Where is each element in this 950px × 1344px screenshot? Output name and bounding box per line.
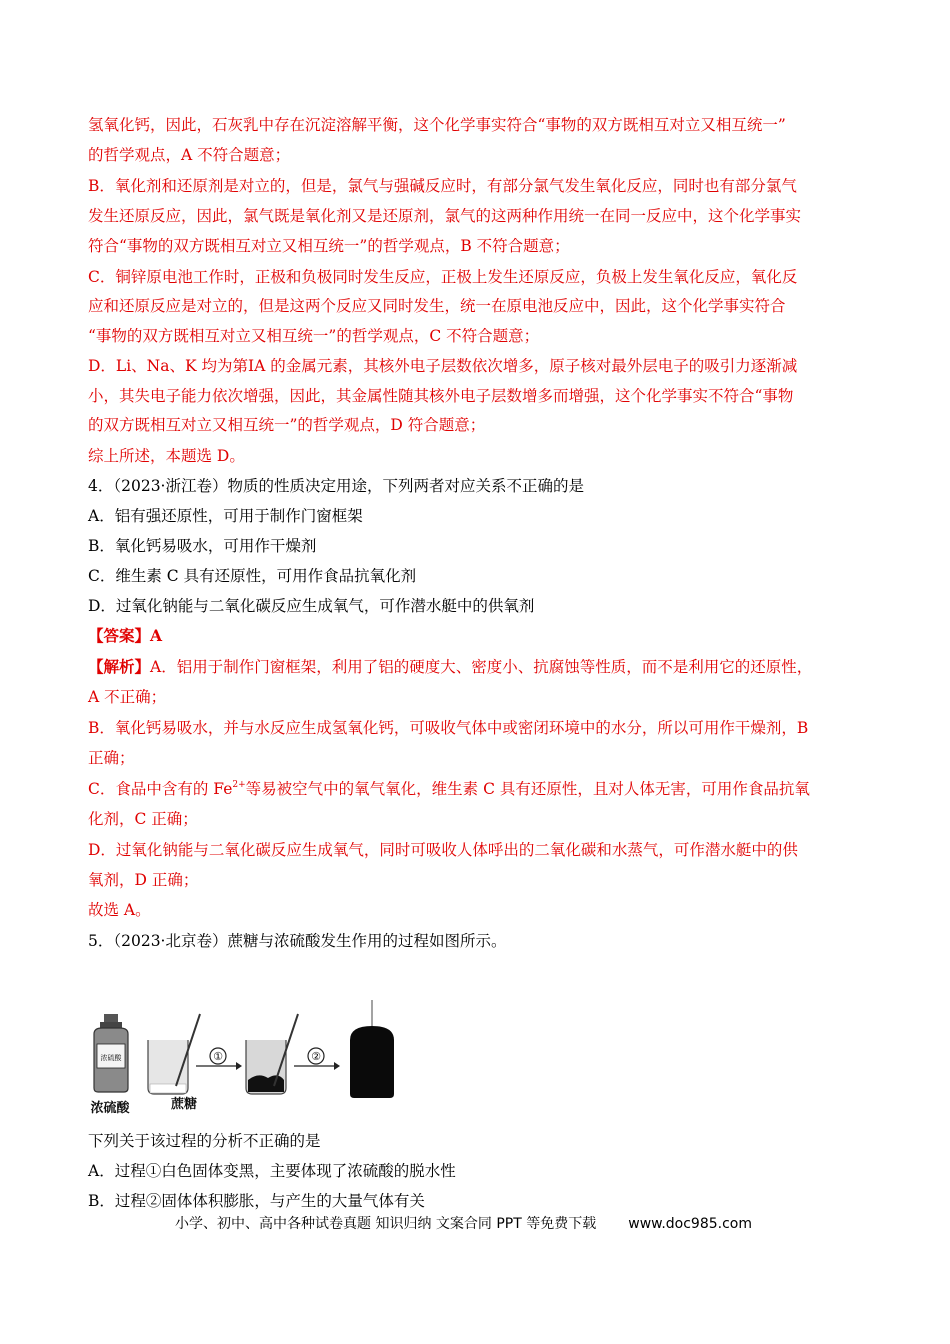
question-5-option-b: B．过程②固体体积膨胀，与产生的大量气体有关 — [88, 1192, 425, 1210]
explanation-conclusion: 综上所述，本题选 D。 — [88, 447, 245, 465]
question-4-explanation-line: B．氧化钙易吸水，并与水反应生成氢氧化钙，可吸收气体中或密闭环境中的水分，所以可用作干燥剂，B — [88, 719, 809, 737]
footer-text: 小学、初中、高中各种试卷真题 知识归纳 文案合同 PPT 等免费下载 — [175, 1216, 597, 1232]
question-4-explanation-line — [88, 657, 870, 677]
explanation-text: C．食品中含有的 Fe — [88, 780, 233, 798]
step-1-label: ① — [213, 1050, 223, 1063]
explanation-line: 应和还原反应是对立的，但是这两个反应又同时发生，统一在原电池反应中，因此，这个化学事实符合 — [88, 297, 786, 315]
explanation-text: 等易被空气中的氧气氧化，维生素 C 具有还原性，且对人体无害，可用作食品抗氧 — [245, 780, 810, 798]
step-2-arrow — [294, 1048, 340, 1070]
question-4-explanation-line: 氧剂，D 正确； — [88, 871, 199, 889]
question-4-explanation-line: 化剂，C 正确； — [88, 810, 198, 828]
question-4-explanation-line: A 不正确； — [88, 688, 167, 706]
experiment-figure — [88, 1000, 428, 1118]
question-4-answer: 【答案】A — [88, 626, 163, 645]
question-4-option-a: A．铝有强还原性，可用于制作门窗框架 — [88, 507, 363, 525]
explanation-line: 发生还原反应，因此，氯气既是氧化剂又是还原剂，氯气的这两种作用统一在同一反应中，这个化学事实 — [88, 207, 802, 225]
explanation-line: B．氧化剂和还原剂是对立的，但是，氯气与强碱反应时，有部分氯气发生氧化反应，同时也有部分氯气 — [88, 177, 797, 195]
explanation-line: “事物的双方既相互对立又相互统一”的哲学观点，C 不符合题意； — [88, 327, 540, 345]
explanation-line: 氢氧化钙，因此，石灰乳中存在沉淀溶解平衡，这个化学事实符合“事物的双方既相互对立又相互统一” — [88, 116, 786, 134]
explanation-line: 小，其失电子能力依次增强，因此，其金属性随其核外电子层数增多而增强，这个化学事实不符合“事物 — [88, 387, 794, 405]
expanded-carbon-icon — [350, 1000, 394, 1098]
question-4-option-b: B．氧化钙易吸水，可用作干燥剂 — [88, 537, 317, 555]
page-footer — [175, 1213, 875, 1233]
footer-url[interactable]: www.doc985.com — [628, 1216, 752, 1232]
bottle-label-text: 浓硫酸 — [100, 1054, 122, 1062]
question-5-option-a: A．过程①白色固体变黑，主要体现了浓硫酸的脱水性 — [88, 1162, 456, 1180]
question-4-conclusion: 故选 A。 — [88, 901, 151, 919]
beaker-sugar-icon — [148, 1014, 200, 1094]
explanation-line: 的哲学观点，A 不符合题意； — [88, 146, 291, 164]
explanation-line: 的双方既相互对立又相互统一”的哲学观点，D 符合题意； — [88, 416, 486, 434]
question-5-stem: 5．（2023·北京卷）蔗糖与浓硫酸发生作用的过程如图所示。 — [88, 932, 507, 950]
step-1-arrow — [196, 1048, 242, 1070]
reagent-bottle-icon — [94, 1014, 128, 1092]
question-4-stem: 4．（2023·浙江卷）物质的性质决定用途，下列两者对应关系不正确的是 — [88, 477, 584, 495]
figure-label-acid: 浓硫酸 — [90, 1101, 130, 1116]
figure-label-sugar: 蔗糖 — [170, 1097, 198, 1112]
explanation-text: A．铝用于制作门窗框架，利用了铝的硬度大、密度小、抗腐蚀等性质，而不是利用它的还原性， — [150, 658, 813, 676]
explanation-line: 符合“事物的双方既相互对立又相互统一”的哲学观点，B 不符合题意； — [88, 237, 570, 255]
beaker-blackened-icon — [246, 1014, 298, 1094]
step-2-label: ② — [311, 1050, 321, 1063]
question-4-explanation-line: 正确； — [88, 749, 135, 767]
question-4-option-c: C．维生素 C 具有还原性，可用作食品抗氧化剂 — [88, 567, 417, 585]
explanation-tag: 【解析】 — [88, 657, 151, 676]
ion-charge: 2+ — [232, 779, 246, 790]
question-4-explanation-line — [88, 779, 870, 799]
question-4-option-d: D．过氧化钠能与二氧化碳反应生成氧气，可作潜水艇中的供氧剂 — [88, 597, 535, 615]
question-5-prompt: 下列关于该过程的分析不正确的是 — [88, 1132, 321, 1150]
question-4-explanation-line: D．过氧化钠能与二氧化碳反应生成氧气，同时可吸收人体呼出的二氧化碳和水蒸气，可作潜水艇中的供 — [88, 841, 798, 859]
explanation-line: D．Li、Na、K 均为第ⅠA 的金属元素，其核外电子层数依次增多，原子核对最外层电子的吸引力逐渐减 — [88, 357, 798, 375]
explanation-line: C．铜锌原电池工作时，正极和负极同时发生反应，正极上发生还原反应，负极上发生氧化反应，氧化反 — [88, 268, 798, 286]
